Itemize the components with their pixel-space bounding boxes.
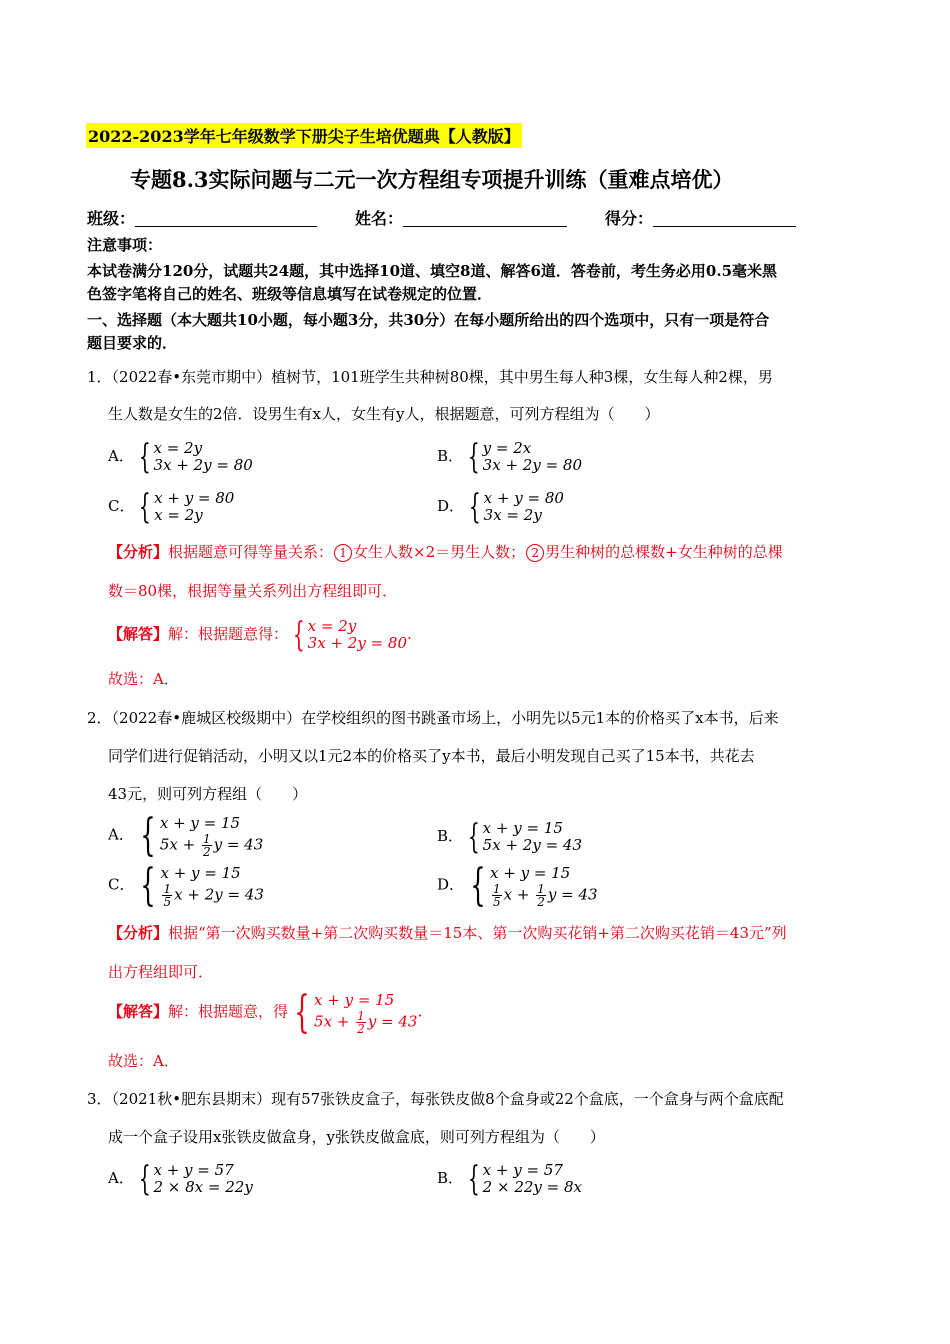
analysis-text: 根据“第一次购买数量+第二次购买数量＝15本、第一次购买花销+第二次购买花销＝43元”列 <box>168 924 787 942</box>
equation: 5x + $\frac{1}{2}$ y = 43 <box>159 832 264 859</box>
equation: x + y = 15 <box>159 814 241 832</box>
name-blank[interactable] <box>403 210 567 227</box>
option-label: C． <box>108 875 135 894</box>
equation: x = 2y <box>153 439 203 457</box>
equation: x + y = 80 <box>154 489 235 507</box>
section-heading-line-2: 题目要求的． <box>87 334 178 352</box>
q1-stem-line-2: 生人数是女生的2倍．设男生有x人，女生有y人，根据题意，可列方程组为（ ） <box>108 405 660 423</box>
equation: x + y = 57 <box>153 1161 234 1179</box>
equation: 3x + 2y = 80 <box>482 456 582 474</box>
q2-answer <box>108 986 423 1038</box>
q1-analysis-line-1 <box>108 541 783 562</box>
q1-answer <box>108 615 412 655</box>
q2-stem-line-2: 同学们进行促销活动，小明又以1元2本的价格买了y本书，最后小明发现自己买了15本书，共花去 <box>108 747 755 765</box>
name-field[interactable] <box>355 206 567 229</box>
series-banner: 2022-2023学年七年级数学下册尖子生培优题典【人教版】 <box>86 123 522 148</box>
equation: x + y = 80 <box>483 489 564 507</box>
answer-end: . <box>407 625 412 643</box>
equation: 5x + 2y = 43 <box>482 836 582 854</box>
q2-analysis-line-1 <box>108 922 787 943</box>
score-field[interactable] <box>605 206 796 229</box>
brace-icon: { <box>138 437 151 477</box>
q2-option-c[interactable] <box>108 859 264 911</box>
brace-icon: { <box>292 615 305 655</box>
equation: 2 × 8x = 22y <box>153 1178 253 1196</box>
equation: 2 × 22y = 8x <box>482 1178 582 1196</box>
page-title: 专题8.3实际问题与二元一次方程组专项提升训练（重难点培优） <box>130 167 734 192</box>
equation: x + y = 15 <box>160 864 241 882</box>
q1-option-b[interactable] <box>437 437 582 477</box>
equation: x + y = 15 <box>490 864 571 882</box>
analysis-tag: 【分析】 <box>108 924 169 942</box>
answer-tag: 【解答】 <box>108 625 169 643</box>
answer-text: 解：根据题意得： <box>168 625 289 643</box>
brace-icon: { <box>140 809 156 861</box>
option-label: A． <box>108 447 134 465</box>
q2-option-d[interactable] <box>437 859 598 911</box>
option-label: C． <box>108 497 135 515</box>
equation: x = 2y <box>154 506 203 524</box>
equation: x + y = 15 <box>482 819 563 837</box>
option-label: D． <box>437 875 465 894</box>
option-label: D． <box>437 497 465 515</box>
equation: 3x = 2y <box>483 506 542 524</box>
q1-option-d[interactable] <box>437 487 564 527</box>
circled-number-2-icon: 2 <box>526 544 544 562</box>
circled-number-1-icon: 1 <box>334 544 352 562</box>
section-heading-line-1: 一、选择题（本大题共10小题，每小题3分，共30分）在每小题所给出的四个选项中，只有一项是符合 <box>87 311 770 329</box>
q3-option-a[interactable] <box>108 1159 253 1199</box>
q1-choice: 故选：A． <box>108 670 179 688</box>
brace-icon: { <box>470 859 486 911</box>
q1-stem-line-1: 1．（2022春•东莞市期中）植树节，101班学生共种树80棵，其中男生每人种3棵，女生每人种2棵，男 <box>87 368 773 386</box>
name-label: 姓名： <box>355 209 404 228</box>
option-label: A． <box>108 825 134 844</box>
score-blank[interactable] <box>653 210 796 227</box>
option-label: B． <box>437 827 464 845</box>
analysis-tag: 【分析】 <box>108 543 169 561</box>
q3-stem-line-1: 3．（2021秋•肥东县期末）现有57张铁皮盒子，每张铁皮做8个盒身或22个盒底，一个盒身与两个盒底配 <box>87 1090 784 1108</box>
equation: x + y = 15 <box>314 991 395 1009</box>
brace-icon: { <box>140 859 157 911</box>
equation: $\frac{1}{5}$ x + 2y = 43 <box>163 882 264 909</box>
analysis-text: 根据题意可得等量关系： <box>168 543 334 561</box>
brace-icon: { <box>294 986 310 1038</box>
answer-tag: 【解答】 <box>108 1002 169 1021</box>
q1-option-c[interactable] <box>108 487 235 527</box>
brace-icon: { <box>467 1159 480 1199</box>
option-label: A． <box>108 1169 134 1187</box>
q2-choice: 故选：A． <box>108 1052 179 1070</box>
brace-icon: { <box>138 1159 151 1199</box>
analysis-text: 男生种树的总棵数+女生种树的总棵 <box>545 543 783 561</box>
class-blank[interactable] <box>135 210 317 227</box>
brace-icon: { <box>468 487 481 527</box>
brace-icon: { <box>467 817 480 857</box>
notes-line-1: 本试卷满分120分，试题共24题，其中选择10道、填空8道、解答6道．答卷前，考生务必用0.5毫米黑 <box>87 262 778 280</box>
equation: 5x + $\frac{1}{2}$ y = 43 <box>314 1009 418 1036</box>
analysis-text: 女生人数×2＝男生人数； <box>353 543 526 561</box>
q2-option-a[interactable] <box>108 809 264 861</box>
q2-analysis-line-2: 出方程组即可． <box>108 963 214 981</box>
q1-analysis-line-2: 数＝80棵，根据等量关系列出方程组即可． <box>108 582 398 600</box>
score-label: 得分： <box>605 209 654 228</box>
q1-option-a[interactable] <box>108 437 253 477</box>
equation: $\frac{1}{5}$ x + $\frac{1}{2}$ y = 43 <box>493 882 598 909</box>
equation: 3x + 2y = 80 <box>307 634 407 652</box>
brace-icon: { <box>467 437 480 477</box>
q2-option-b[interactable] <box>437 817 582 857</box>
option-label: B． <box>437 447 464 465</box>
q3-stem-line-2: 成一个盒子设用x张铁皮做盒身，y张铁皮做盒底，则可列方程组为（ ） <box>108 1128 605 1146</box>
equation: x + y = 57 <box>482 1161 563 1179</box>
notes-line-2: 色签字笔将自己的姓名、班级等信息填写在试卷规定的位置． <box>87 285 493 303</box>
q2-stem-line-1: 2．（2022春•鹿城区校级期中）在学校组织的图书跳蚤市场上，小明先以5元1本的价格买了x本书，后来 <box>87 709 779 727</box>
answer-end: . <box>417 1002 423 1021</box>
equation: y = 2x <box>482 439 532 457</box>
answer-text: 解：根据题意，得 <box>168 1002 289 1021</box>
class-label: 班级： <box>87 209 136 228</box>
q2-stem-line-3: 43元，则可列方程组（ ） <box>108 785 308 803</box>
brace-icon: { <box>139 487 152 527</box>
class-field[interactable] <box>87 206 317 229</box>
q3-option-b[interactable] <box>437 1159 582 1199</box>
option-label: B． <box>437 1169 464 1187</box>
notes-heading: 注意事项： <box>87 236 163 254</box>
equation: x = 2y <box>307 617 357 635</box>
equation: 3x + 2y = 80 <box>153 456 253 474</box>
